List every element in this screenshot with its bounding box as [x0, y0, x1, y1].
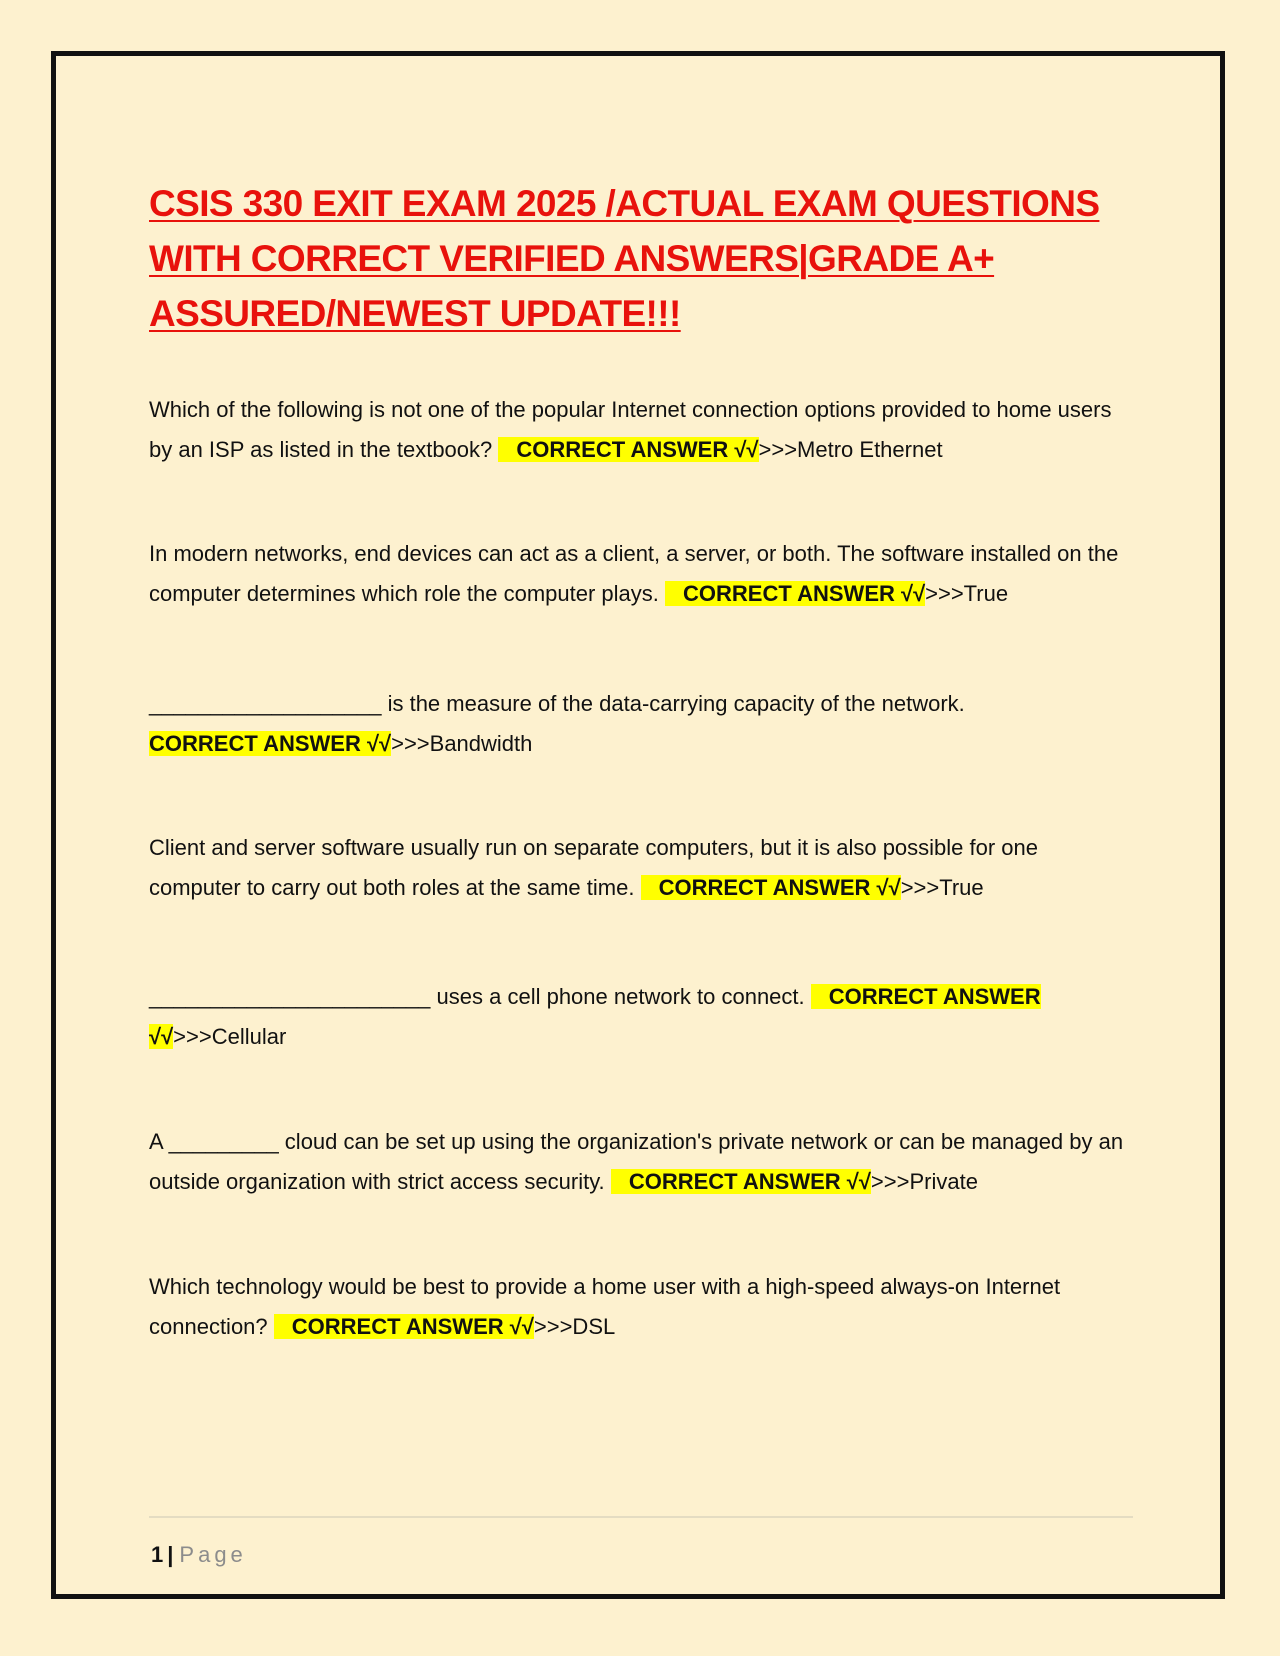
qa-item-1 [149, 390, 1134, 470]
qa-item-6 [149, 1122, 1134, 1202]
footer-divider [149, 1516, 1133, 1518]
correct-answer-marker: CORRECT ANSWER √√ [611, 1169, 871, 1194]
correct-answer-marker: CORRECT ANSWER √√ [641, 875, 901, 900]
answer-text: >>>True [925, 581, 1009, 606]
qa-item-4 [149, 828, 1134, 908]
question-text: _______________________ uses a cell phone network to connect. [149, 984, 805, 1009]
correct-answer-marker: CORRECT ANSWER √√ [498, 437, 758, 462]
document-title [149, 176, 1134, 341]
correct-answer-marker: CORRECT ANSWER √√ [149, 731, 392, 756]
answer-text: >>>DSL [533, 1314, 616, 1339]
title-line-1: CSIS 330 EXIT EXAM 2025 /ACTUAL EXAM QUESTIONS [149, 183, 1100, 224]
question-text: Which of the following is not one of the popular Internet connection options provided to home users by an ISP as listed in the textbook? [149, 397, 1112, 462]
question-text: Which technology would be best to provide a home user with a high-speed always-on Internet connection? [149, 1274, 1061, 1339]
qa-item-2 [149, 534, 1134, 614]
answer-text: >>>Bandwidth [391, 731, 533, 756]
qa-item-5 [149, 977, 1134, 1057]
qa-item-7 [149, 1267, 1134, 1347]
correct-answer-marker-head: CORRECT ANSWER [811, 984, 1041, 1009]
question-text: A _________ cloud can be set up using the organization's private network or can be managed by an outside organization with strict access security. [149, 1129, 1124, 1194]
question-text: ___________________ is the measure of the data-carrying capacity of the network. [149, 691, 965, 716]
title-line-3: ASSURED/NEWEST UPDATE!!! [149, 293, 681, 334]
title-line-2: WITH CORRECT VERIFIED ANSWERS|GRADE A+ [149, 238, 995, 279]
answer-text: >>>Private [870, 1169, 978, 1194]
answer-text: >>>True [900, 875, 984, 900]
page-number: 1 [151, 1542, 164, 1567]
answer-text: >>>Cellular [173, 1024, 287, 1049]
answer-text: >>>Metro Ethernet [758, 437, 943, 462]
page-footer [151, 1538, 247, 1572]
footer-separator: | [167, 1542, 174, 1567]
qa-item-3 [149, 684, 1134, 764]
question-text: In modern networks, end devices can act as a client, a server, or both. The software installed on the computer determines which role the computer plays. [149, 541, 1119, 606]
correct-answer-marker: CORRECT ANSWER √√ [274, 1314, 534, 1339]
page-label: Page [179, 1542, 247, 1567]
document-body [149, 176, 1134, 341]
question-text: Client and server software usually run on separate computers, but it is also possible for one computer to carry out both roles at the same time. [149, 835, 1039, 900]
correct-answer-marker: CORRECT ANSWER √√ [665, 581, 925, 606]
correct-answer-marker-tail: √√ [149, 1024, 174, 1049]
